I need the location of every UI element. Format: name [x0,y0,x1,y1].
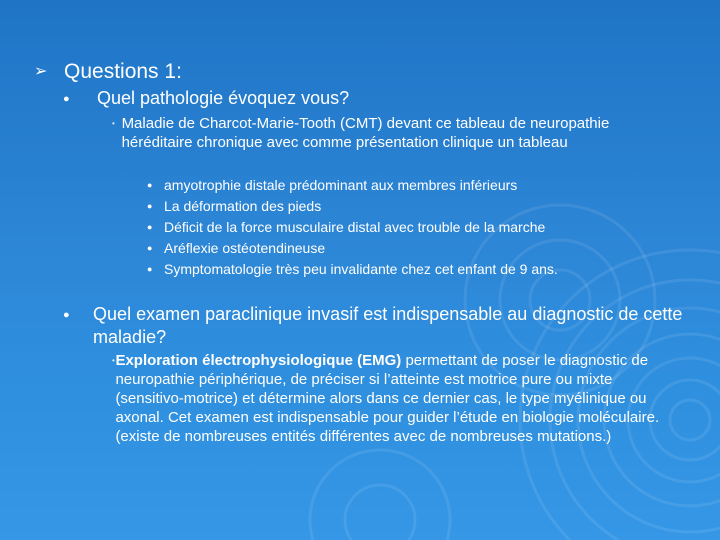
answer-2-emphasis: Exploration électrophysiologique (EMG) [115,352,402,369]
dot-bullet-icon: ● [147,201,153,211]
small-bullet-icon: • [112,356,115,365]
question-1: Quel pathologie évoquez vous? [97,88,350,108]
list-item-text: Aréflexie ostéotendineuse [164,240,326,256]
dot-bullet-icon: ● [147,222,153,232]
answer-1-row [112,114,682,152]
heading-row [34,58,694,86]
dot-bullet-icon: ● [147,243,153,253]
dot-bullet-icon: ● [63,93,70,105]
list-item [147,259,677,280]
question-1-row [63,87,683,111]
answer-1: Maladie de Charcot-Marie-Tooth (CMT) devant ce tableau de neuropathie héréditaire chronique avec comme présentation clinique un tableau [121,115,610,151]
dot-bullet-icon: ● [147,264,153,274]
list-item [147,238,677,259]
list-item-text: La déformation des pieds [164,198,322,214]
list-item [147,175,677,196]
dot-bullet-icon: ● [63,309,70,321]
answer-2-row [112,351,678,446]
small-bullet-icon: • [112,119,115,128]
arrow-bullet-icon: ➢ [34,63,48,80]
symptom-list [147,175,677,280]
answer-2-text: permettant de poser le diagnostic de neuropathie périphérique, de préciser si l’atteinte est motrice pure ou mixte (sensitivo-motrice) et détermine alors dans ce dernier cas, le type myélinique ou axonal. Cet examen est indispensable pour guider l’étude en biologie moléculaire. (existe de nombreuses entités différentes avec de nombreuses mutations.) [115,352,660,445]
list-item [147,196,677,217]
list-item-text: amyotrophie distale prédominant aux membres inférieurs [164,177,518,193]
slide-heading: Questions 1: [64,60,182,83]
dot-bullet-icon: ● [147,180,153,190]
list-item [147,217,677,238]
list-item-text: Symptomatologie très peu invalidante chez cet enfant de 9 ans. [164,261,558,277]
answer-2 [115,351,678,446]
list-item-text: Déficit de la force musculaire distal avec trouble de la marche [164,219,546,235]
question-2: Quel examen paraclinique invasif est indispensable au diagnostic de cette maladie? [93,304,683,347]
question-2-row [63,303,683,349]
